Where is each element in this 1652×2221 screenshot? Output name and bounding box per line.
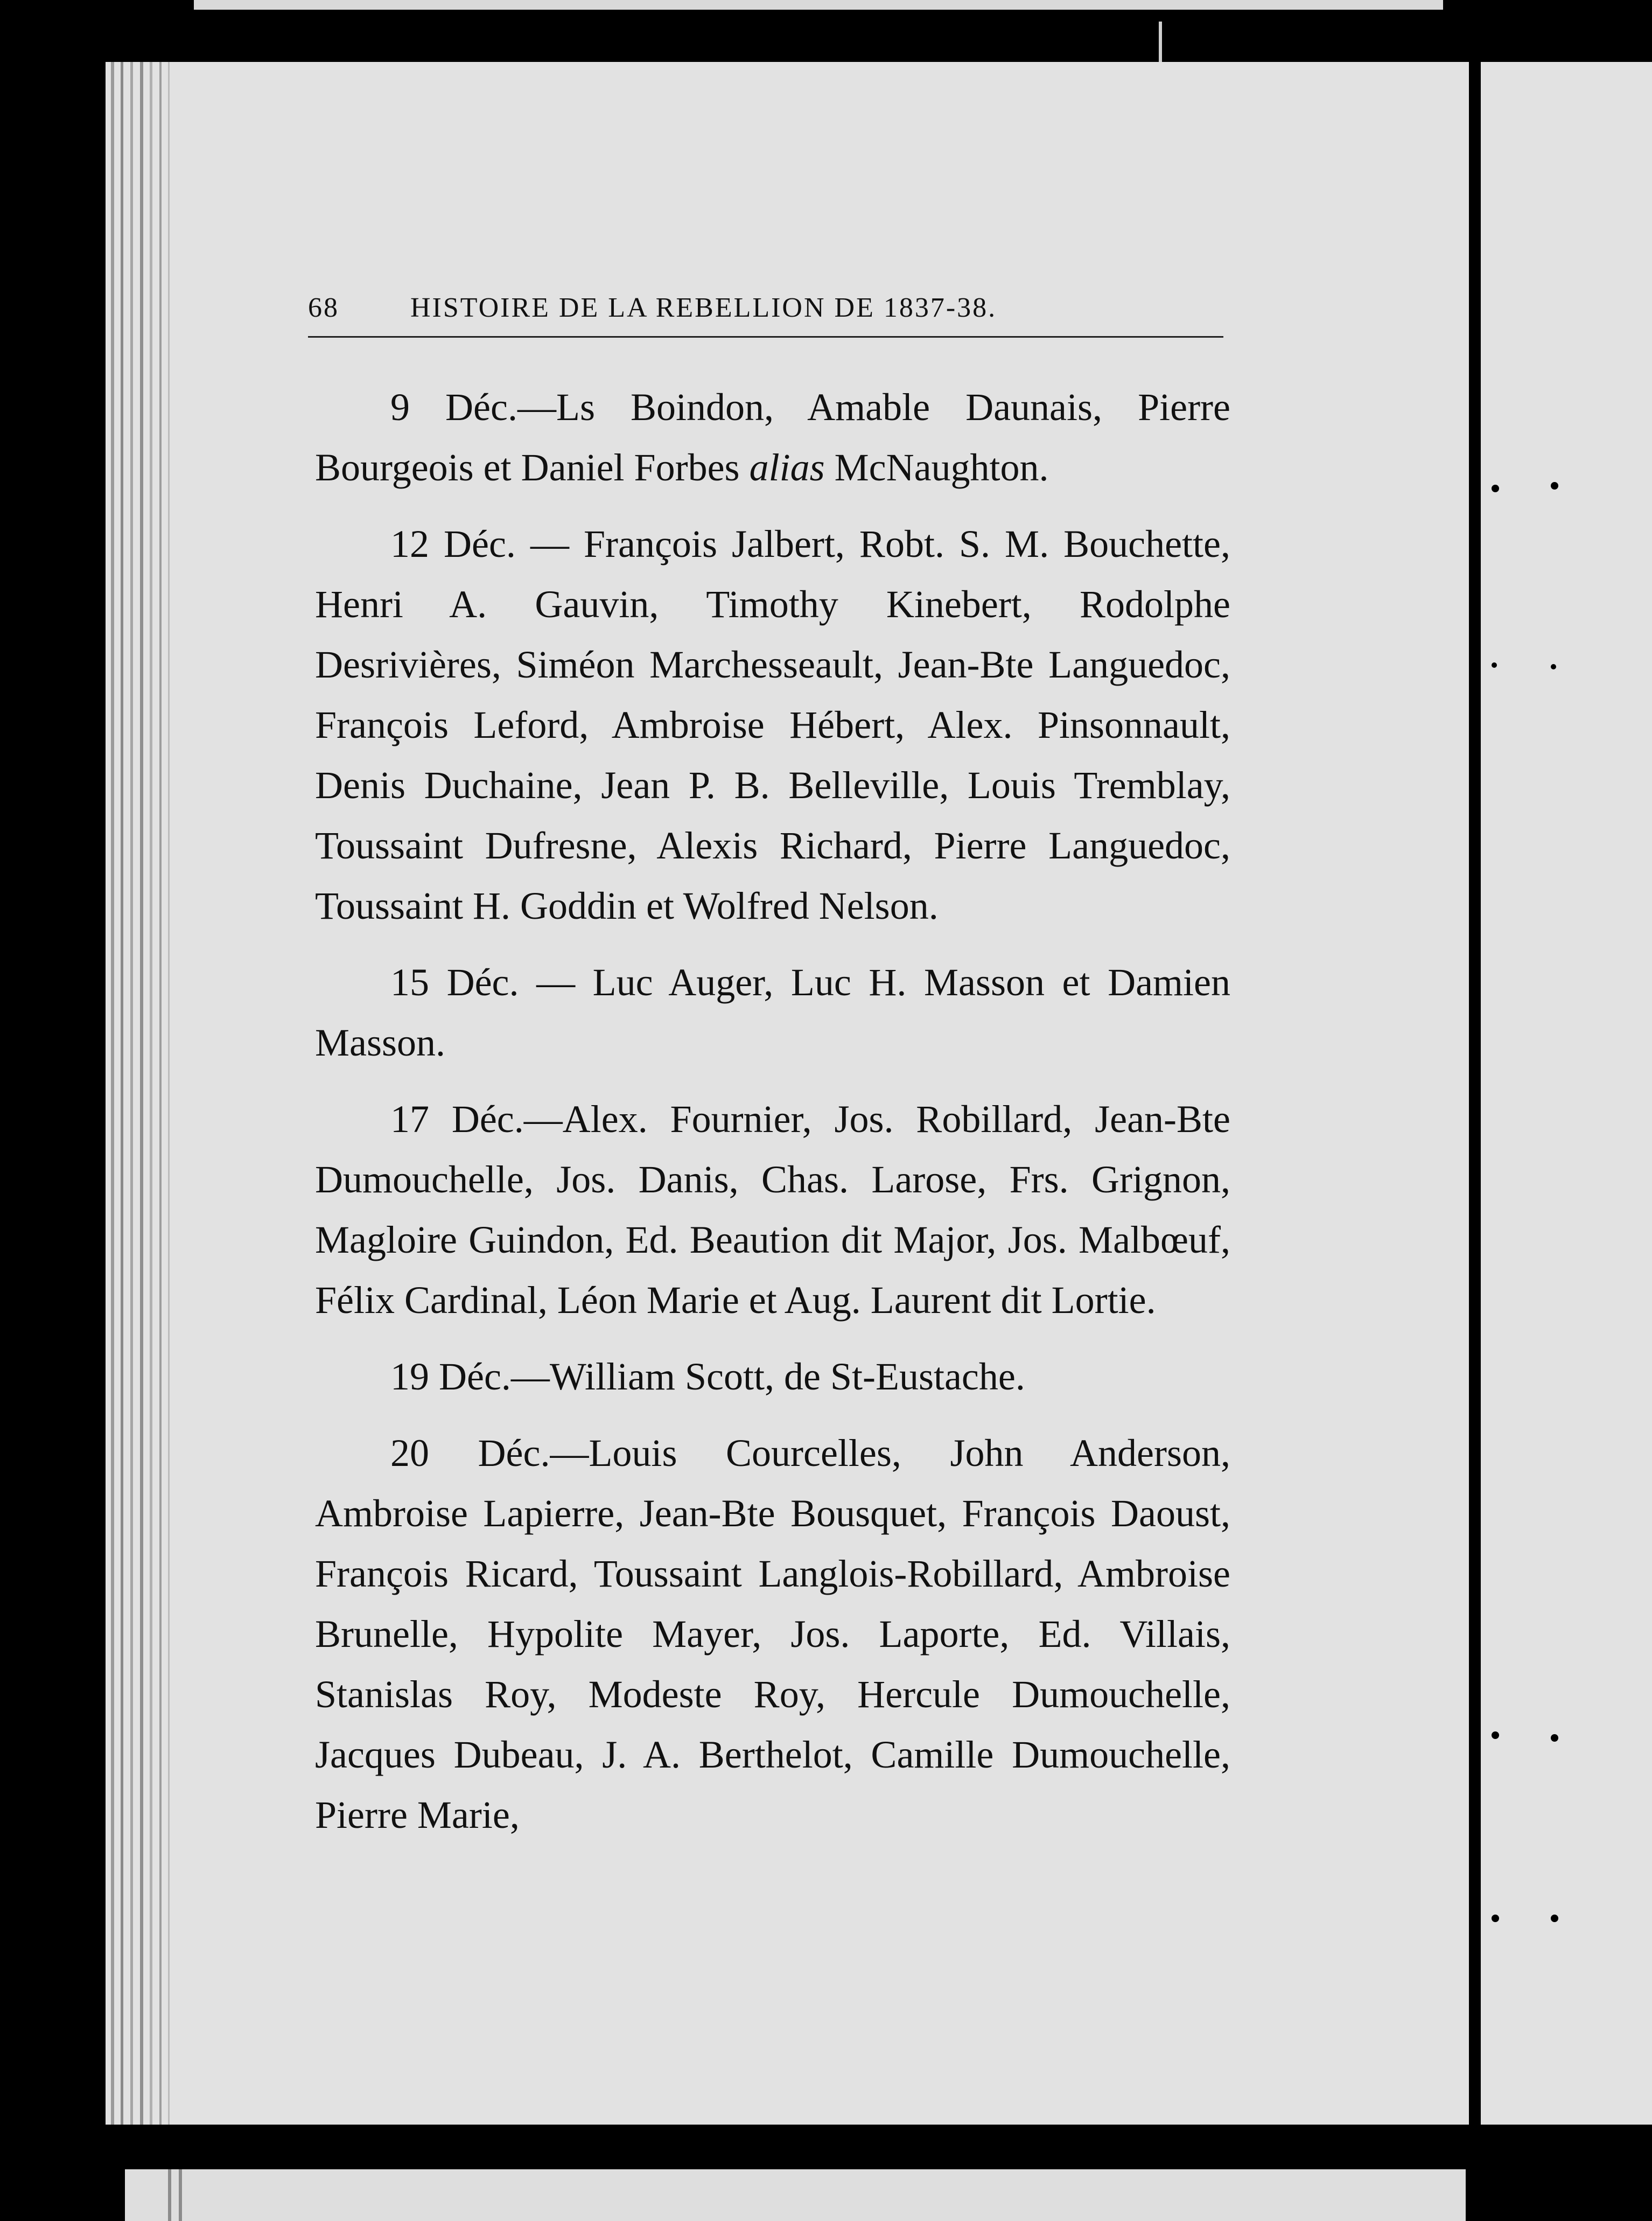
italic-word: alias — [749, 446, 825, 489]
entry-paragraph: 12 Déc. — François Jalbert, Robt. S. M. Bouchette, Henri A. Gauvin, Timothy Kinebert, Rodolphe Desrivières, Siméon Marchesseault, Jean-Bte Languedoc, François Leford, Ambroise Hébert, Alex. Pinsonnault, Denis Duchaine, Jean P. B. Belleville, Louis Tremblay, Toussaint Dufresne, Alexis Richard, Pierre Languedoc, Toussaint H. Goddin et Wolfred Nelson. — [315, 522, 1230, 927]
header-rule — [308, 336, 1223, 338]
entry-date: 15 Déc. — [390, 961, 519, 1004]
entry-text: Alex. Fournier, Jos. Robillard, Jean-Bte Dumouchelle, Jos. Danis, Chas. Larose, Frs. Grignon, Magloire Guindon, Ed. Beaution dit Major, Jos. Malbœuf, Félix Cardinal, Léon Marie et Aug. Laurent dit Lortie. — [315, 1098, 1230, 1322]
page-edge — [159, 62, 162, 2125]
running-header — [308, 285, 1223, 334]
next-page-strip — [125, 2169, 1466, 2221]
binding-hole-mark — [1492, 662, 1497, 668]
page-gutter-line — [1469, 62, 1474, 2125]
entry-date: 12 Déc. — [390, 522, 516, 565]
entry-text: François Jalbert, Robt. S. M. Bouchette, Henri A. Gauvin, Timothy Kinebert, Rodolphe Desrivières, Siméon Marchesseault, Jean-Bte Languedoc, François Leford, Ambroise Hébert, Alex. Pinsonnault, Denis Duchaine, Jean P. B. Belleville, Louis Tremblay, Toussaint Dufresne, Alexis Richard, Pierre Languedoc, Toussaint H. Goddin et Wolfred Nelson. — [315, 522, 1230, 927]
page-edge — [150, 62, 152, 2125]
binding-hole-mark — [1492, 485, 1499, 492]
entry-date: 20 Déc. — [390, 1431, 550, 1475]
entry-date: 9 Déc. — [390, 386, 517, 429]
binding-hole-mark — [1551, 1915, 1558, 1922]
entry-paragraph: 15 Déc. — Luc Auger, Luc H. Masson et Damien Masson. — [315, 961, 1231, 1064]
running-title: HISTOIRE DE LA REBELLION DE 1837-38. — [410, 292, 997, 323]
previous-page-strip — [194, 0, 1443, 10]
binding-hole-mark — [1551, 664, 1556, 669]
page-edge — [130, 62, 133, 2125]
entry-date: 17 Déc. — [390, 1098, 524, 1141]
entry-date: 19 Déc. — [390, 1355, 511, 1398]
entry-text: Ls Boindon, Amable Daunais, Pierre Bourgeois et Daniel Forbes — [315, 386, 1230, 489]
page-edge — [179, 2169, 182, 2221]
binding-hole-mark — [1551, 1734, 1558, 1742]
page-edge — [168, 62, 170, 2125]
body-text — [315, 377, 1230, 1861]
entry-paragraph: 19 Déc.—William Scott, de St-Eustache. — [390, 1355, 1025, 1398]
adjoining-page — [1481, 62, 1652, 2125]
binding-hole-mark — [1551, 482, 1558, 490]
entry-text: Louis Courcelles, John Anderson, Ambroise Lapierre, Jean-Bte Bousquet, François Daoust, François Ricard, Toussaint Langlois-Robillard, Ambroise Brunelle, Hypolite Mayer, Jos. Laporte, Ed. Villais, Stanislas Roy, Modeste Roy, Hercule Dumouchelle, Jacques Dubeau, J. A. Berthelot, Camille Dumouchelle, Pierre Marie, — [315, 1431, 1230, 1836]
page-edge — [121, 62, 123, 2125]
page-edge — [140, 62, 143, 2125]
entry-text: McNaughton. — [834, 446, 1049, 489]
entry-text: Luc Auger, Luc H. Masson et Damien Masson. — [315, 961, 1231, 1064]
entry-paragraph: 9 Déc.—Ls Boindon, Amable Daunais, Pierre Bourgeois et Daniel Forbes alias McNaughton. — [315, 386, 1230, 489]
page-edge — [111, 62, 114, 2125]
entry-paragraph: 20 Déc.—Louis Courcelles, John Anderson, Ambroise Lapierre, Jean-Bte Bousquet, François Daoust, François Ricard, Toussaint Langlois-Robillard, Ambroise Brunelle, Hypolite Mayer, Jos. Laporte, Ed. Villais, Stanislas Roy, Modeste Roy, Hercule Dumouchelle, Jacques Dubeau, J. A. Berthelot, Camille Dumouchelle, Pierre Marie, — [315, 1431, 1230, 1836]
page-number: 68 — [308, 292, 339, 323]
binding-hole-mark — [1492, 1731, 1499, 1739]
page-edge — [168, 2169, 171, 2221]
entry-paragraph: 17 Déc.—Alex. Fournier, Jos. Robillard, Jean-Bte Dumouchelle, Jos. Danis, Chas. Larose, Frs. Grignon, Magloire Guindon, Ed. Beaution dit Major, Jos. Malbœuf, Félix Cardinal, Léon Marie et Aug. Laurent dit Lortie. — [315, 1098, 1230, 1322]
binding-hole-mark — [1492, 1915, 1499, 1922]
entry-text: William Scott, de St-Eustache. — [549, 1355, 1025, 1398]
